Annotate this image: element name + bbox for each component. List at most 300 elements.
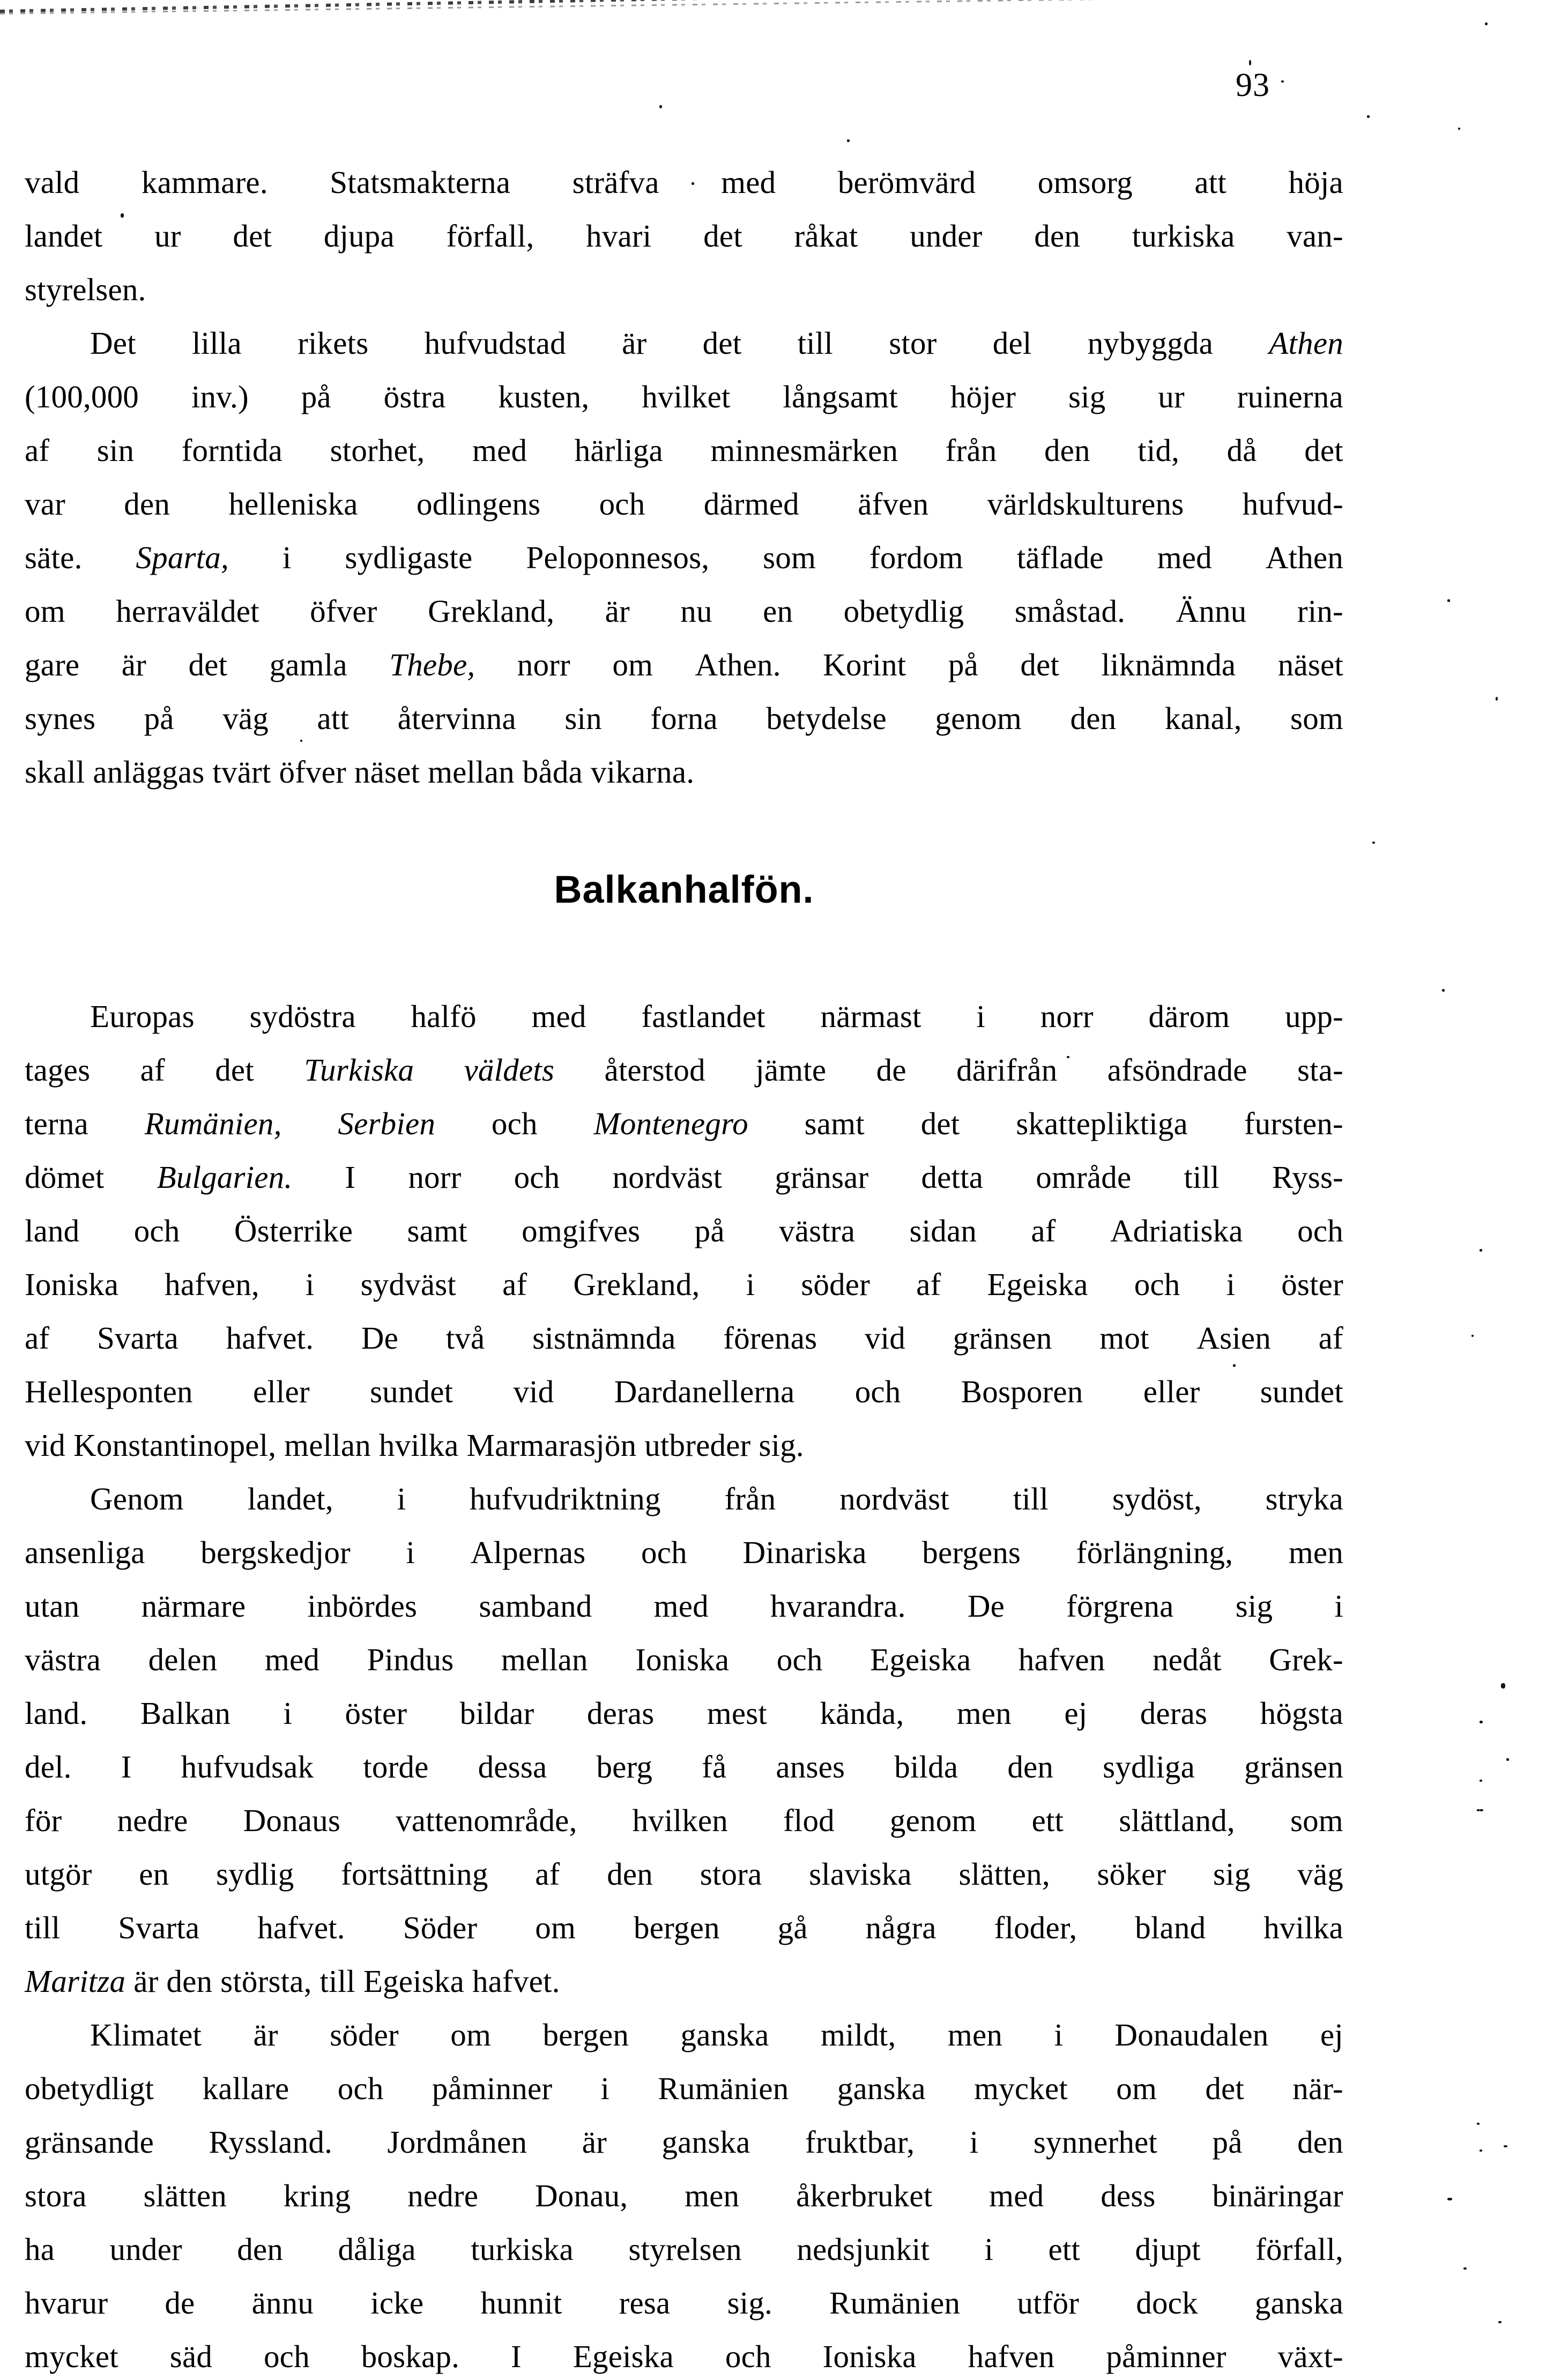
word: sydliga	[1103, 1749, 1195, 1784]
word: är	[121, 647, 147, 682]
scan-speck	[1281, 80, 1284, 83]
text-line	[25, 155, 1343, 209]
word: ett	[1048, 2232, 1081, 2267]
word: den	[1044, 433, 1090, 468]
word: gränsar	[775, 1159, 869, 1195]
word: öfver	[310, 593, 377, 629]
word: härliga	[574, 433, 663, 468]
word: några	[865, 1910, 936, 1945]
word: och	[599, 486, 645, 522]
word: Peloponnesos,	[526, 540, 710, 575]
word: från	[724, 1481, 776, 1516]
word: bilda	[894, 1749, 958, 1784]
word: tvärt	[212, 754, 271, 790]
word: det	[703, 218, 742, 254]
word: på	[948, 647, 978, 682]
word: samband	[479, 1588, 592, 1624]
word: sistnämnda	[532, 1320, 676, 1356]
word: helleniska	[228, 486, 358, 522]
word: närmare	[141, 1588, 246, 1624]
word: på	[694, 1213, 725, 1248]
word: det	[1205, 2071, 1245, 2106]
word: då	[1226, 433, 1257, 468]
word: nedsjunkit	[797, 2232, 930, 2267]
word: var	[25, 486, 65, 522]
text-line	[25, 745, 1343, 799]
text-line	[25, 1526, 1343, 1579]
word: och	[337, 2071, 384, 2106]
word: bildar	[459, 1695, 534, 1731]
word: stryka	[1265, 1481, 1343, 1516]
word: är	[622, 325, 647, 361]
word: som	[1290, 701, 1343, 736]
word: bergen	[542, 2017, 629, 2052]
scan-speck	[1477, 1809, 1480, 1811]
word: om	[535, 1910, 576, 1945]
word: omsorg	[1037, 165, 1133, 200]
word: liknämnda	[1101, 647, 1236, 682]
word: när-	[1292, 2071, 1343, 2106]
word: tid,	[1138, 433, 1180, 468]
word: I	[121, 1749, 132, 1784]
word: Statsmakterna	[330, 165, 511, 200]
word: Ryss-	[1272, 1159, 1343, 1195]
word: äfven	[858, 486, 929, 522]
word: slättland,	[1119, 1803, 1235, 1838]
word: sydlig	[216, 1856, 294, 1892]
word: det	[233, 218, 272, 254]
word: hufvudsak	[181, 1749, 314, 1784]
word: är	[253, 2017, 278, 2052]
word: Ioniska	[635, 1642, 730, 1677]
text-line	[25, 370, 1343, 423]
word: ur	[154, 218, 181, 254]
scan-speck	[1447, 599, 1450, 602]
word: men	[685, 2178, 740, 2213]
word: åkerbruket	[796, 2178, 933, 2213]
word: säd	[169, 2339, 213, 2374]
word: I	[510, 2339, 522, 2374]
word: sundet	[370, 1374, 454, 1409]
word: eller	[252, 1374, 310, 1409]
word: nordväst	[839, 1481, 949, 1516]
word: eller	[1143, 1374, 1200, 1409]
word: Ioniska	[822, 2339, 917, 2374]
text-line	[25, 1258, 1343, 1311]
word: ur	[1158, 379, 1185, 414]
word: mellan	[501, 1642, 588, 1677]
word: Sparta,	[136, 540, 229, 575]
text-line	[25, 263, 1343, 316]
word: af	[916, 1267, 941, 1302]
word: boskap.	[361, 2339, 460, 2374]
word: råkat	[794, 218, 858, 254]
word: af	[535, 1856, 560, 1892]
word: öfver	[279, 754, 346, 790]
word: vikarna.	[590, 754, 695, 790]
word: Korint	[823, 647, 906, 682]
word: mildt,	[820, 2017, 896, 2052]
word: växt-	[1277, 2339, 1343, 2374]
word: i	[746, 1267, 755, 1302]
word: på	[144, 701, 174, 736]
word: till	[1184, 1159, 1220, 1195]
word: söder	[801, 1267, 871, 1302]
word: Athen.	[695, 647, 781, 682]
word: i	[969, 2124, 979, 2160]
word: hvarandra.	[770, 1588, 906, 1624]
word: Ioniska	[25, 1267, 119, 1302]
word: de	[165, 2285, 195, 2320]
word: därom	[1148, 999, 1230, 1034]
word: världskulturens	[987, 486, 1184, 522]
word: Athen	[1269, 325, 1343, 361]
scan-speck	[1480, 1721, 1483, 1723]
word: hafvet.	[257, 1910, 345, 1945]
word: djupa	[323, 218, 395, 254]
word: västra	[779, 1213, 856, 1248]
word: i	[1226, 1267, 1236, 1302]
text-line	[25, 2008, 1343, 2062]
word: bergskedjor	[200, 1535, 351, 1570]
word: berömvärd	[837, 165, 976, 200]
word: mellan	[428, 754, 515, 790]
word: af	[140, 1052, 165, 1088]
word: gare	[25, 647, 80, 682]
word: dömet	[25, 1159, 105, 1195]
word: detta	[921, 1159, 984, 1195]
word: hunnit	[480, 2285, 562, 2320]
text-line	[25, 531, 1343, 584]
word: af	[25, 1320, 50, 1356]
word: ganska	[1254, 2285, 1343, 2320]
word: den	[607, 1856, 653, 1892]
word: samt	[804, 1106, 865, 1141]
word: dock	[1136, 2285, 1198, 2320]
word: i	[1054, 2017, 1064, 2052]
word: Grek-	[1269, 1642, 1343, 1677]
word: till	[25, 1910, 61, 1945]
scan-speck	[1463, 2267, 1467, 2270]
text-line	[25, 990, 1343, 1043]
word: Klimatet	[90, 2017, 202, 2052]
word: sig	[1235, 1588, 1273, 1624]
word: Europas	[90, 999, 195, 1034]
word: utbreder	[644, 1427, 751, 1463]
word: det	[1304, 433, 1343, 468]
word: och	[514, 1159, 560, 1195]
word: omgifves	[522, 1213, 641, 1248]
word: sydöst,	[1112, 1481, 1202, 1516]
text-line	[25, 2222, 1343, 2276]
word: gränsen	[953, 1320, 1052, 1356]
word: deras	[586, 1695, 655, 1731]
word: icke	[370, 2285, 424, 2320]
word: Genom	[90, 1481, 184, 1516]
text-line	[25, 584, 1343, 638]
word: stora	[25, 2178, 87, 2213]
word: deras	[1140, 1695, 1208, 1731]
word: den	[1070, 701, 1117, 736]
text-line	[25, 1901, 1343, 1954]
word: forna	[650, 701, 718, 736]
word: vald	[25, 165, 80, 200]
text-line	[25, 209, 1343, 263]
text-line	[25, 1365, 1343, 1418]
word: Grekland,	[428, 593, 555, 629]
word: högsta	[1260, 1695, 1343, 1731]
word: nedre	[117, 1803, 188, 1838]
word: i	[305, 1267, 315, 1302]
text-line	[25, 1740, 1343, 1794]
word: forntida	[181, 433, 283, 468]
word: slaviska	[809, 1856, 912, 1892]
word: Svarta	[96, 1320, 179, 1356]
word: gå	[777, 1910, 808, 1945]
word: sig.	[727, 2285, 772, 2320]
word: ganska	[661, 2124, 750, 2160]
word: turkiska	[471, 2232, 574, 2267]
word: hvilket	[642, 379, 731, 414]
word: af	[25, 433, 50, 468]
word: ganska	[680, 2017, 769, 2052]
word: och	[133, 1213, 180, 1248]
word: sydväst	[360, 1267, 456, 1302]
word: näset	[1277, 647, 1343, 682]
word: mellan	[284, 1427, 371, 1463]
page-number: 93	[1236, 67, 1270, 103]
word: samt	[407, 1213, 467, 1248]
scan-speck	[1496, 697, 1498, 701]
word: Söder	[403, 1910, 478, 1945]
word: hufvudriktning	[469, 1481, 661, 1516]
text-line	[25, 1097, 1343, 1150]
word: land	[25, 1213, 80, 1248]
word: kända,	[820, 1695, 904, 1731]
word: i	[984, 2232, 994, 2267]
word: nedåt	[1152, 1642, 1222, 1677]
text-line	[25, 423, 1343, 477]
word: långsamt	[783, 379, 898, 414]
word: af	[1318, 1320, 1343, 1356]
text-line	[25, 2276, 1343, 2330]
word: förfall,	[446, 218, 534, 254]
word: om	[612, 647, 653, 682]
word: Ryssland.	[209, 2124, 333, 2160]
word: synnerhet	[1033, 2124, 1158, 2160]
word: sig	[1068, 379, 1106, 414]
word: halfö	[411, 999, 477, 1034]
word: Maritza	[25, 1963, 126, 1999]
word: och	[491, 1106, 538, 1141]
word: landet	[25, 218, 103, 254]
word: mycket	[25, 2339, 118, 2374]
word: det	[188, 647, 228, 682]
word: Hellesponten	[25, 1374, 193, 1409]
word: och	[725, 2339, 771, 2374]
word: Adriatiska	[1110, 1213, 1243, 1248]
scan-speck	[1480, 1780, 1482, 1782]
word: höjer	[950, 379, 1016, 414]
word: obetydligt	[25, 2071, 154, 2106]
word: om	[450, 2017, 492, 2052]
word: styrelsen.	[25, 272, 146, 307]
word: i	[1334, 1588, 1343, 1624]
word: herraväldet	[116, 593, 259, 629]
word: ej	[1320, 2017, 1343, 2052]
word: Rumänien,	[144, 1106, 282, 1141]
word: väldets	[464, 1052, 555, 1088]
text-line	[25, 1472, 1343, 1526]
word: del.	[25, 1749, 72, 1784]
word: för	[25, 1803, 62, 1838]
scan-speck	[1506, 1758, 1509, 1761]
word: en	[139, 1856, 169, 1892]
word: rikets	[298, 325, 369, 361]
word: hufvudstad	[424, 325, 566, 361]
word: Bosporen	[961, 1374, 1083, 1409]
word: två	[445, 1320, 485, 1356]
word: men	[956, 1695, 1012, 1731]
word: fordom	[869, 540, 963, 575]
word: men	[947, 2017, 1003, 2052]
word: på	[301, 379, 331, 414]
word: hafven	[968, 2339, 1055, 2374]
word: i	[397, 1481, 406, 1516]
word: öster	[345, 1695, 407, 1731]
word: med	[721, 165, 776, 200]
text-line	[25, 1954, 1343, 2008]
body-text-section-two	[25, 990, 1343, 2380]
word: ansenliga	[25, 1535, 145, 1570]
word: som	[1290, 1803, 1343, 1838]
word: Pindus	[367, 1642, 454, 1677]
word: Marmarasjön	[466, 1427, 637, 1463]
word: kanal,	[1164, 701, 1242, 736]
word: sin	[96, 433, 135, 468]
word: af	[1031, 1213, 1056, 1248]
scan-speck	[1372, 842, 1375, 844]
word: nedre	[407, 2178, 479, 2213]
word: De	[361, 1320, 399, 1356]
word: mot	[1099, 1320, 1149, 1356]
text-line	[25, 477, 1343, 531]
word: men	[1288, 1535, 1343, 1570]
word: ett	[1031, 1803, 1064, 1838]
word: ganska	[837, 2071, 926, 2106]
word: djupt	[1135, 2232, 1201, 2267]
word: hvilka	[1263, 1910, 1343, 1945]
word: ha	[25, 2232, 55, 2267]
word: mycket	[974, 2071, 1068, 2106]
word: som	[763, 540, 816, 575]
word: utför	[1017, 2285, 1080, 2320]
word: med	[531, 999, 586, 1034]
word: landet,	[247, 1481, 333, 1516]
word: och	[854, 1374, 901, 1409]
word: täflade	[1016, 540, 1104, 575]
word: och	[263, 2339, 310, 2374]
word: Donaudalen	[1114, 2017, 1269, 2052]
word: vid	[513, 1374, 554, 1409]
word: söker	[1097, 1856, 1166, 1892]
word: en	[763, 593, 793, 629]
word: det	[702, 325, 742, 361]
word: den	[1007, 1749, 1054, 1784]
scan-speck	[1477, 2123, 1480, 2125]
word: med	[1157, 540, 1212, 575]
word: jämte	[755, 1052, 827, 1088]
text-line	[25, 1043, 1343, 1097]
word: den	[1297, 2124, 1343, 2160]
word: Donaus	[243, 1803, 341, 1838]
word: anses	[776, 1749, 845, 1784]
word: genom	[889, 1803, 977, 1838]
word: hafven,	[165, 1267, 259, 1302]
text-line	[25, 1794, 1343, 1847]
word: förlängning,	[1076, 1535, 1233, 1570]
word: med	[653, 1588, 709, 1624]
word: turkiska	[1132, 218, 1235, 254]
word: Donau,	[535, 2178, 628, 2213]
word: binäringar	[1212, 2178, 1343, 2213]
word: på	[1212, 2124, 1243, 2160]
word: att	[317, 701, 350, 736]
word: Bulgarien.	[157, 1159, 293, 1195]
word: Serbien	[338, 1106, 436, 1141]
word: båda	[522, 754, 583, 790]
word: småstad.	[1014, 593, 1126, 629]
scan-speck	[1498, 2321, 1501, 2323]
text-line	[25, 1847, 1343, 1901]
word: nybyggda	[1087, 325, 1214, 361]
word: och	[776, 1642, 823, 1677]
word: (100,000	[25, 379, 139, 414]
word: att	[1194, 165, 1226, 200]
word: I	[345, 1159, 356, 1195]
word: De	[967, 1588, 1005, 1624]
word: i	[283, 1695, 293, 1731]
word: Athen	[1265, 540, 1343, 575]
word: genom	[935, 701, 1022, 736]
word: sidan	[909, 1213, 977, 1248]
word: Egeiska	[987, 1267, 1088, 1302]
word: floder,	[994, 1910, 1077, 1945]
word: sydöstra	[249, 999, 356, 1034]
word: största,	[220, 1963, 312, 1999]
word: förenas	[723, 1320, 817, 1356]
text-line	[25, 2062, 1343, 2115]
word: kammare.	[141, 165, 268, 200]
word: med	[264, 1642, 320, 1677]
word: med	[989, 2178, 1044, 2213]
word: Österrike	[234, 1213, 353, 1248]
word: inbördes	[307, 1588, 418, 1624]
word: Egeiska	[363, 1963, 465, 1999]
body-text-section-one	[25, 155, 1343, 799]
word: sin	[564, 701, 602, 736]
word: styrelsen	[628, 2232, 742, 2267]
word: väg	[222, 701, 269, 736]
word: om	[25, 593, 65, 629]
word: vattenområde,	[396, 1803, 577, 1838]
word: ej	[1064, 1695, 1088, 1731]
text-line	[25, 638, 1343, 691]
word: och	[641, 1535, 687, 1570]
word: fruktbar,	[805, 2124, 915, 2160]
word: hvari	[586, 218, 652, 254]
word: det	[920, 1106, 960, 1141]
